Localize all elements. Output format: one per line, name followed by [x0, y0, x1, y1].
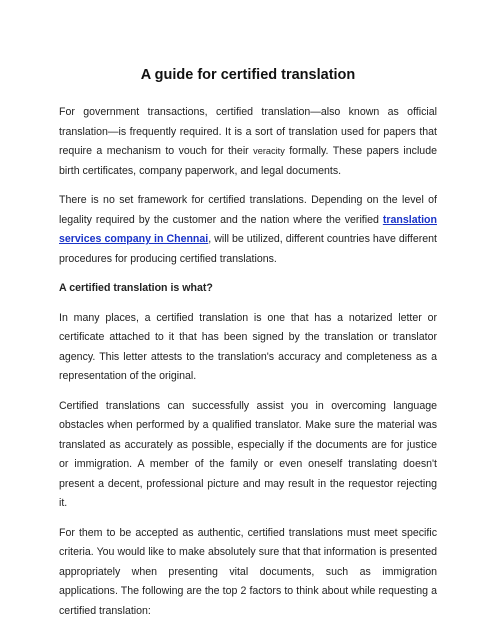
framework-text-end: , will be utilized, different countries have different procedures for producing certified translations.	[59, 233, 437, 265]
document-title: A guide for certified translation	[140, 67, 356, 83]
definition-paragraph: In many places, a certified translation is one that has a notarized letter or certificate attached to it that has been signed by the translation or translator agency. This letter attests to the translation's accuracy and completeness as a representation of the original.	[59, 311, 437, 382]
intro-small-word: veracity	[253, 146, 285, 156]
intro-text: For government transactions, certified translation—also known as official translation—is frequently required. It is a sort of translation used for papers that require a mechanism to vouch for their	[59, 106, 437, 157]
section-heading: A certified translation is what?	[59, 282, 213, 294]
intro-paragraph	[59, 103, 437, 181]
qualified-translator-paragraph: Certified translations can successfully assist you in overcoming language obstacles when performed by a qualified translator. Make sure the material was translated as accurately as possible, especially if the documents are for justice or immigration. A member of the family or even oneself translating doesn't present a decent, professional picture and may result in the requestor rejecting it.	[59, 399, 437, 509]
criteria-paragraph: For them to be accepted as authentic, certified translations must meet specific criteria. You would like to make absolutely sure that that information is presented appropriately when presenting vital documents, such as immigration applications. The following are the top 2 factors to think about while requesting a certified translation:	[59, 526, 437, 617]
translation-services-link[interactable]: translation services company in Chennai	[59, 213, 437, 245]
framework-text-start: There is no set framework for certified translations. Depending on the level of legality required by the customer and the nation where the verified	[59, 194, 437, 226]
intro-text-end: formally. These papers include birth certificates, company paperwork, and legal documents.	[59, 145, 437, 177]
framework-paragraph	[59, 191, 437, 269]
